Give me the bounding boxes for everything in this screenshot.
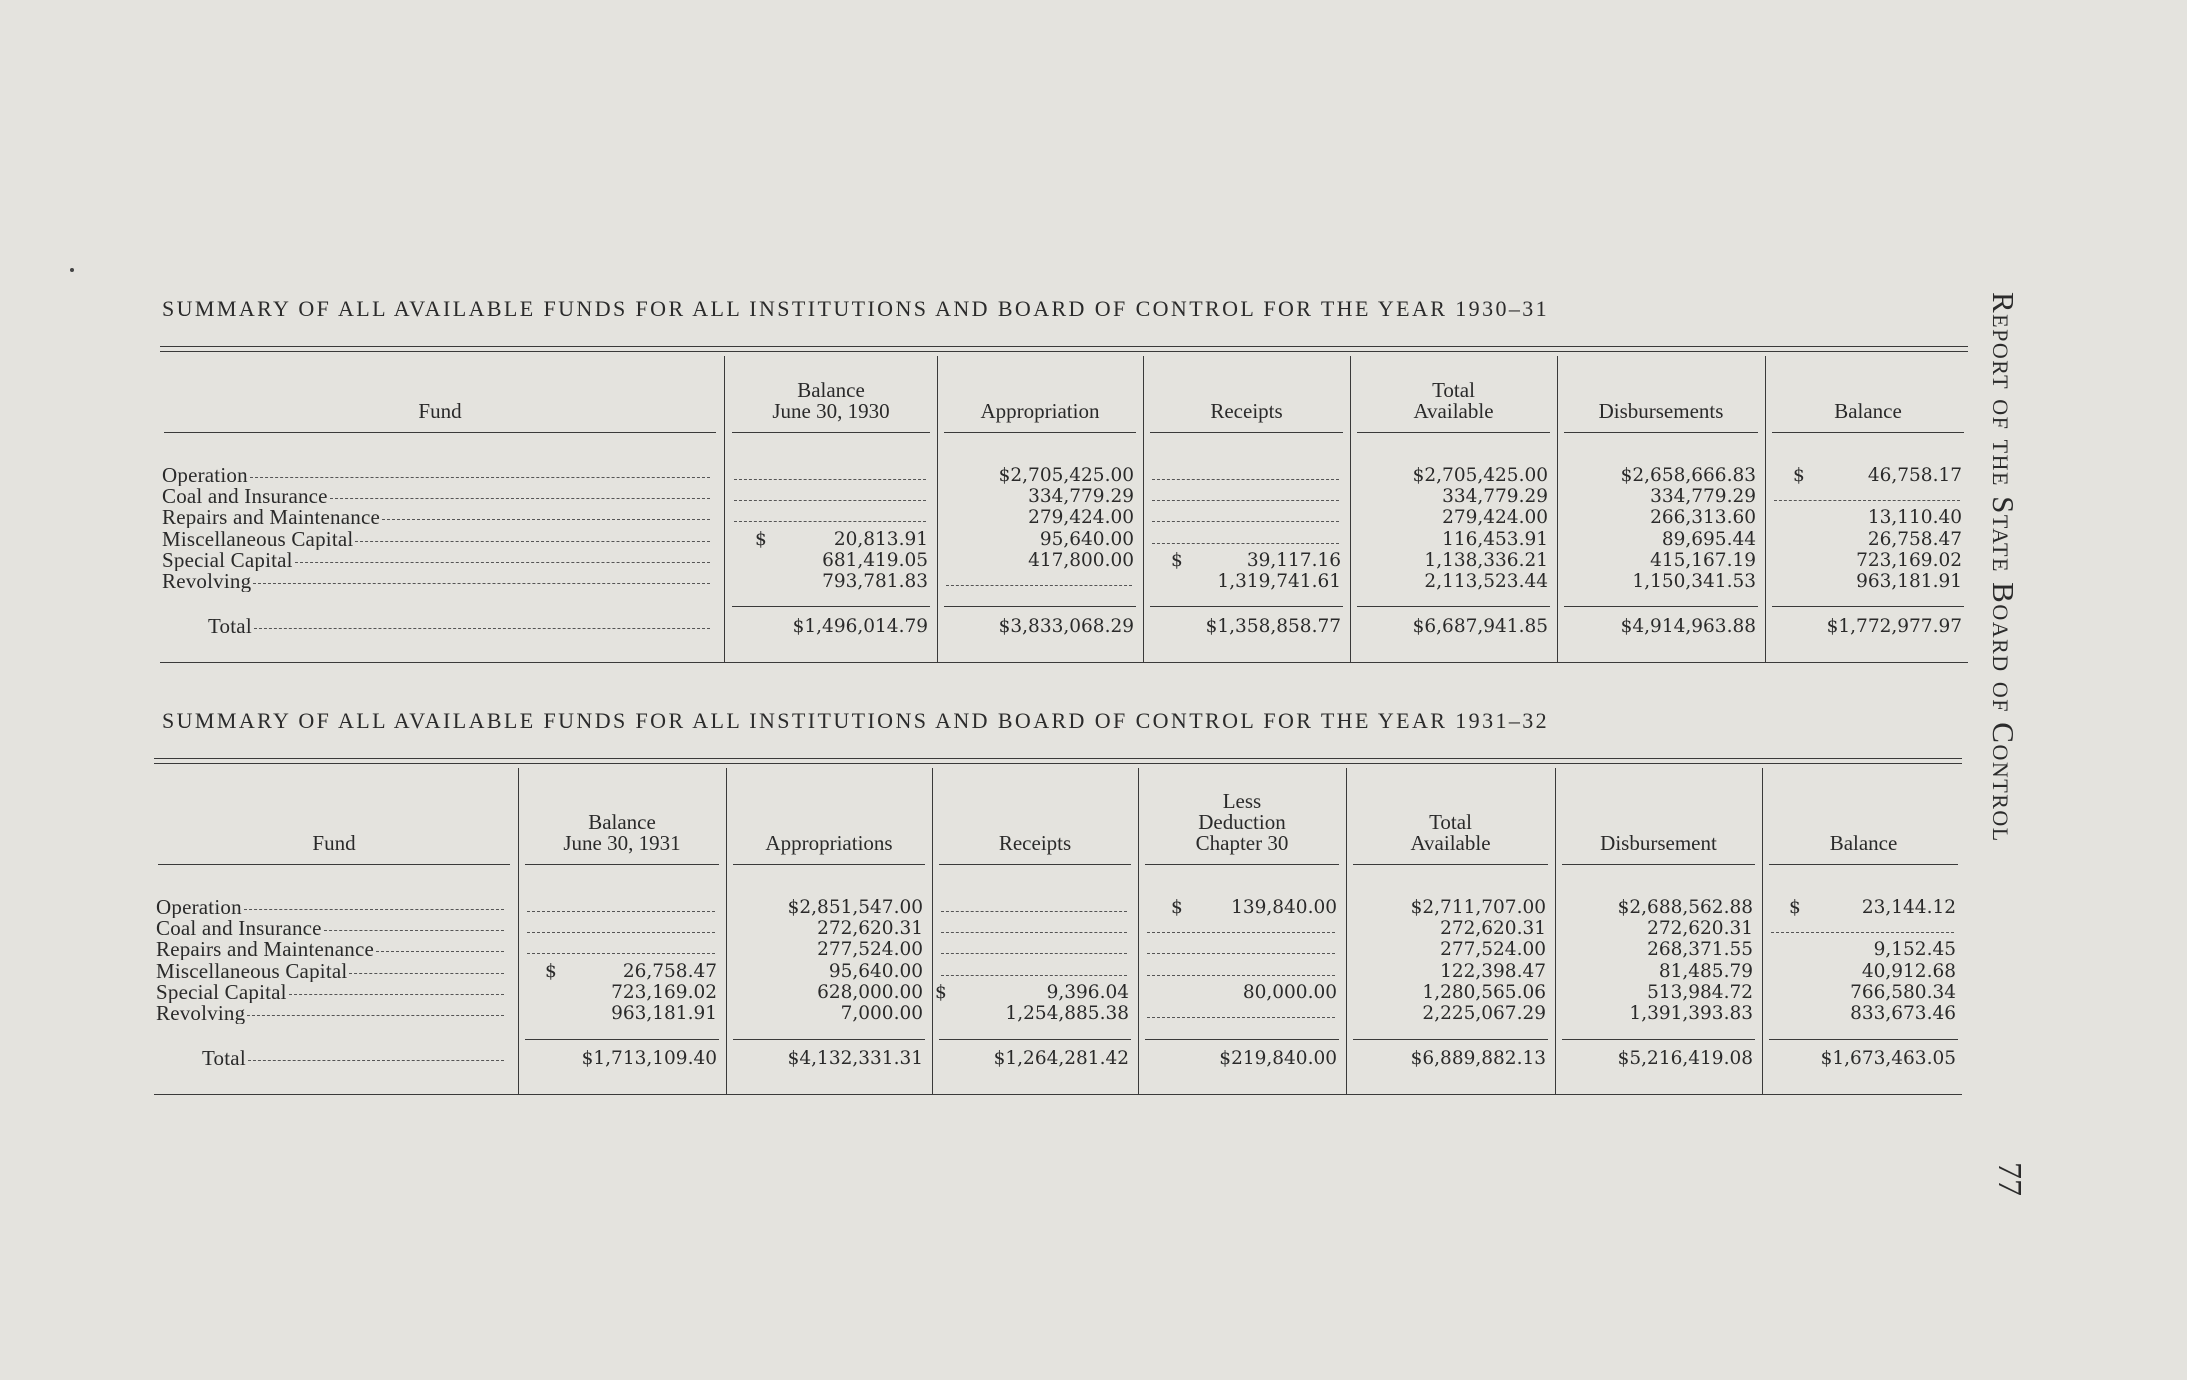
table1-fund-label xyxy=(162,507,710,528)
table2-header-disbursement: Disbursement xyxy=(1600,831,1717,855)
table2-column-divider xyxy=(1138,768,1139,1094)
table1-value-cell: 20,813.91 xyxy=(833,528,928,550)
table2-empty-cell-dash xyxy=(1147,1017,1335,1018)
table1-total-value: $6,687,941.85 xyxy=(1412,616,1548,637)
table2-value-cell: 272,620.31 xyxy=(1440,918,1546,940)
table2-header-appropriations: Appropriations xyxy=(765,831,893,855)
table2-header-underline xyxy=(158,864,510,865)
table2-total-value: $5,216,419.08 xyxy=(1617,1048,1753,1069)
table1-header-appropriation: Appropriation xyxy=(980,399,1100,423)
table2-total-rule xyxy=(1145,1039,1339,1040)
table1-total-value: $1,772,977.97 xyxy=(1826,616,1962,637)
dot-leader xyxy=(382,519,710,520)
table2-total-text: Total xyxy=(202,1048,246,1069)
table2-header-underline xyxy=(1145,864,1339,865)
table1-empty-cell-dash xyxy=(1152,543,1339,544)
table2-value-cell: 277,524.00 xyxy=(1440,939,1546,961)
table2-header-total: Total Available xyxy=(1410,810,1491,855)
table2-header-deduction: Less Deduction Chapter 30 xyxy=(1195,789,1289,855)
table1-dollar-sign: $ xyxy=(1793,465,1805,486)
table1-value-cell: 681,419.05 xyxy=(822,549,928,571)
table2-header-fund: Fund xyxy=(312,831,356,855)
table2-header-underline xyxy=(1562,864,1755,865)
table1-total-rule xyxy=(1772,606,1964,607)
table1-value-cell: 279,424.00 xyxy=(1028,507,1134,529)
table2-empty-cell-dash xyxy=(1147,953,1335,954)
table1-header-underline xyxy=(944,432,1136,433)
table1-column-divider xyxy=(1765,356,1766,662)
table2-top-rule xyxy=(154,758,1962,764)
table2-dollar-sign: $ xyxy=(935,981,947,1003)
table1-empty-cell-dash xyxy=(1774,500,1960,501)
table2-empty-cell-dash xyxy=(941,975,1127,976)
table2-column-divider xyxy=(518,768,519,1094)
table2-dollar-sign: $ xyxy=(1789,897,1801,918)
table2-value-cell: $2,688,562.88 xyxy=(1617,897,1753,918)
table2-value-cell: 277,524.00 xyxy=(817,939,923,961)
table1-total-value: $1,496,014.79 xyxy=(792,616,928,637)
table2-header-balance_end: Balance xyxy=(1829,831,1898,855)
table1-header-balance_start: Balance June 30, 1930 xyxy=(772,378,890,423)
table1-fund-label xyxy=(162,465,710,486)
table2-value-cell: 9,152.45 xyxy=(1873,939,1956,961)
table1-value-cell: 46,758.17 xyxy=(1867,465,1962,486)
table2-dollar-sign: $ xyxy=(1171,897,1183,918)
table2-fund-name: Repairs and Maintenance xyxy=(156,939,375,961)
table2-value-cell: 9,396.04 xyxy=(1046,981,1129,1003)
table2-total-rule xyxy=(1353,1039,1548,1040)
table2-total-value: $6,889,882.13 xyxy=(1410,1048,1546,1069)
table2-empty-cell-dash xyxy=(527,932,715,933)
table1-header-fund: Fund xyxy=(418,399,462,423)
table1-top-rule xyxy=(160,346,1968,352)
table1-fund-label xyxy=(162,550,710,571)
table2-value-cell: 963,181.91 xyxy=(611,1003,717,1024)
table1-column-divider xyxy=(1143,356,1144,662)
table1-total-text: Total xyxy=(208,616,252,637)
table2-fund-label xyxy=(156,897,504,918)
table2-value-cell: 628,000.00 xyxy=(817,981,923,1003)
table1-value-cell: 963,181.91 xyxy=(1856,571,1962,592)
table1-value-cell: 417,800.00 xyxy=(1028,549,1134,571)
table1-value-cell: 334,779.29 xyxy=(1442,486,1548,508)
table2-header-underline xyxy=(733,864,925,865)
table2-total-rule xyxy=(1562,1039,1755,1040)
table1-value-cell: 334,779.29 xyxy=(1650,486,1756,508)
table2-value-cell: 95,640.00 xyxy=(828,960,923,982)
table2-bottom-rule xyxy=(154,1094,1962,1095)
table2-header-receipts: Receipts xyxy=(998,831,1072,855)
table1-header-underline xyxy=(164,432,716,433)
table2-value-cell: 122,398.47 xyxy=(1440,960,1546,982)
table2-value-cell: 2,225,067.29 xyxy=(1422,1003,1546,1024)
table2-column-divider xyxy=(1346,768,1347,1094)
dot-leader xyxy=(349,973,504,974)
table2-value-cell: 766,580.34 xyxy=(1850,981,1956,1003)
table1-column-divider xyxy=(937,356,938,662)
table2-empty-cell-dash xyxy=(527,911,715,912)
table2-empty-cell-dash xyxy=(527,953,715,954)
table1-fund-label xyxy=(162,529,710,550)
table2-value-cell: 26,758.47 xyxy=(622,960,717,982)
dot-leader xyxy=(295,562,710,563)
table1-value-cell: 13,110.40 xyxy=(1867,507,1962,529)
table1-total-rule xyxy=(732,606,930,607)
table2-empty-cell-dash xyxy=(941,953,1127,954)
table1-value-cell: 116,453.91 xyxy=(1442,528,1548,550)
table1-empty-cell-dash xyxy=(1152,521,1339,522)
table2-value-cell: 1,254,885.38 xyxy=(1005,1003,1129,1024)
table2-total-value: $1,264,281.42 xyxy=(993,1048,1129,1069)
table2-header-balance_start: Balance June 30, 1931 xyxy=(563,810,681,855)
table1-value-cell: 26,758.47 xyxy=(1867,528,1962,550)
dot-leader xyxy=(376,951,504,952)
table1-header-underline xyxy=(1150,432,1343,433)
table1-value-cell: 1,150,341.53 xyxy=(1632,571,1756,592)
dot-leader xyxy=(247,1015,504,1016)
table2-dollar-sign: $ xyxy=(545,960,557,982)
table2-header-underline xyxy=(1353,864,1548,865)
table1-bottom-rule xyxy=(160,662,1968,663)
table2-value-cell: 81,485.79 xyxy=(1658,960,1753,982)
table2-fund-label xyxy=(156,918,504,939)
table1-header-balance_end: Balance xyxy=(1834,399,1902,423)
table1-total-rule xyxy=(944,606,1136,607)
table2-total-value: $219,840.00 xyxy=(1219,1048,1337,1069)
table2-header-underline xyxy=(939,864,1131,865)
table2-total-label xyxy=(202,1048,504,1069)
table1-value-cell: $2,705,425.00 xyxy=(998,465,1134,486)
table2-value-cell: $2,711,707.00 xyxy=(1410,897,1546,918)
dot-leader xyxy=(330,498,710,499)
table2-column-divider xyxy=(1555,768,1556,1094)
table2-fund-name: Miscellaneous Capital xyxy=(156,960,348,982)
table1-value-cell: $2,705,425.00 xyxy=(1412,465,1548,486)
table1-value-cell: $2,658,666.83 xyxy=(1620,465,1756,486)
table1-total-value: $3,833,068.29 xyxy=(998,616,1134,637)
table1-total-rule xyxy=(1150,606,1343,607)
table1-header-underline xyxy=(732,432,930,433)
table2-column-divider xyxy=(726,768,727,1094)
table2-value-cell: 268,371.55 xyxy=(1647,939,1753,961)
table2-column-divider xyxy=(932,768,933,1094)
table2-value-cell: 272,620.31 xyxy=(817,918,923,940)
table1-empty-cell-dash xyxy=(734,521,926,522)
table1-value-cell: 334,779.29 xyxy=(1028,486,1134,508)
table2-value-cell: 513,984.72 xyxy=(1647,981,1753,1003)
table1-empty-cell-dash xyxy=(734,479,926,480)
table2-value-cell: 40,912.68 xyxy=(1861,960,1956,982)
dot-leader xyxy=(324,930,504,931)
table2-empty-cell-dash xyxy=(1771,932,1954,933)
table1-dollar-sign: $ xyxy=(755,528,767,550)
table1-value-cell: 89,695.44 xyxy=(1661,528,1756,550)
table2-value-cell: 272,620.31 xyxy=(1647,918,1753,940)
table1-value-cell: 415,167.19 xyxy=(1650,549,1756,571)
table2-fund-name: Revolving xyxy=(156,1003,246,1024)
table1-fund-name: Special Capital xyxy=(162,549,293,571)
table2-header-underline xyxy=(1769,864,1958,865)
table2-value-cell: 23,144.12 xyxy=(1861,897,1956,918)
table1-value-cell: 1,319,741.61 xyxy=(1217,571,1341,592)
table2-total-value: $1,673,463.05 xyxy=(1820,1048,1956,1069)
table1-value-cell: 95,640.00 xyxy=(1039,528,1134,550)
table1-value-cell: 793,781.83 xyxy=(822,571,928,592)
table2-total-rule xyxy=(939,1039,1131,1040)
table1-fund-name: Coal and Insurance xyxy=(162,486,328,508)
dot-leader xyxy=(355,541,710,542)
table1-total-value: $4,914,963.88 xyxy=(1620,616,1756,637)
table2-value-cell: $2,851,547.00 xyxy=(787,897,923,918)
table2-fund-label xyxy=(156,982,504,1003)
table2-fund-label xyxy=(156,939,504,960)
table2-empty-cell-dash xyxy=(1147,975,1335,976)
table1-fund-name: Repairs and Maintenance xyxy=(162,507,381,529)
ink-speck xyxy=(70,268,74,272)
table1-total-rule xyxy=(1564,606,1758,607)
table1-dollar-sign: $ xyxy=(1171,549,1183,571)
dot-leader xyxy=(248,1060,504,1061)
table1-fund-name: Operation xyxy=(162,465,248,486)
table2-value-cell: 1,391,393.83 xyxy=(1629,1003,1753,1024)
table1-value-cell: 723,169.02 xyxy=(1856,549,1962,571)
dot-leader xyxy=(253,583,710,584)
table2-header-underline xyxy=(525,864,719,865)
running-head-text: Report of the State Board of Control xyxy=(1986,292,2021,843)
running-head xyxy=(1985,292,2021,843)
table1-value-cell: 1,138,336.21 xyxy=(1424,549,1548,571)
table1-header-total: Total Available xyxy=(1413,378,1494,423)
table1-value-cell: 2,113,523.44 xyxy=(1424,571,1548,592)
table2-fund-name: Coal and Insurance xyxy=(156,918,322,940)
table1-empty-cell-dash xyxy=(1152,500,1339,501)
table2-total-rule xyxy=(1769,1039,1958,1040)
table1-column-divider xyxy=(1557,356,1558,662)
table1-value-cell: 279,424.00 xyxy=(1442,507,1548,529)
table1-fund-label xyxy=(162,571,710,592)
table2-value-cell: 723,169.02 xyxy=(611,981,717,1003)
table1-column-divider xyxy=(724,356,725,662)
dot-leader xyxy=(250,477,710,478)
table1-total-value: $1,358,858.77 xyxy=(1205,616,1341,637)
table2-value-cell: 139,840.00 xyxy=(1231,897,1337,918)
table1-fund-name: Miscellaneous Capital xyxy=(162,528,354,550)
page-number: 77 xyxy=(1991,1162,2028,1196)
table1-value-cell: 266,313.60 xyxy=(1650,507,1756,529)
table1-caption: SUMMARY OF ALL AVAILABLE FUNDS FOR ALL INSTITUTIONS AND BOARD OF CONTROL FOR THE YEAR 1930–31 xyxy=(162,296,1550,321)
table2-caption: SUMMARY OF ALL AVAILABLE FUNDS FOR ALL INSTITUTIONS AND BOARD OF CONTROL FOR THE YEAR 1931–32 xyxy=(162,708,1550,733)
table1-empty-cell-dash xyxy=(946,585,1132,586)
table1-header-underline xyxy=(1564,432,1758,433)
table1-fund-label xyxy=(162,486,710,507)
table2-fund-name: Special Capital xyxy=(156,981,287,1003)
table1-header-disbursements: Disbursements xyxy=(1598,399,1724,423)
table2-empty-cell-dash xyxy=(1147,932,1335,933)
table2-fund-label xyxy=(156,961,504,982)
table1-total-rule xyxy=(1357,606,1550,607)
table2-empty-cell-dash xyxy=(941,932,1127,933)
table2-column-divider xyxy=(1762,768,1763,1094)
table1-header-underline xyxy=(1357,432,1550,433)
table1-header-receipts: Receipts xyxy=(1210,399,1283,423)
table2-fund-name: Operation xyxy=(156,897,242,918)
table1-value-cell: 39,117.16 xyxy=(1246,549,1341,571)
table1-header-underline xyxy=(1772,432,1964,433)
table2-total-value: $4,132,331.31 xyxy=(787,1048,923,1069)
table1-empty-cell-dash xyxy=(1152,479,1339,480)
dot-leader xyxy=(244,909,504,910)
table2-value-cell: 7,000.00 xyxy=(840,1003,923,1024)
dot-leader xyxy=(289,994,504,995)
table2-value-cell: 833,673.46 xyxy=(1850,1003,1956,1024)
table1-fund-name: Revolving xyxy=(162,571,252,592)
table1-empty-cell-dash xyxy=(734,500,926,501)
table1-total-label xyxy=(208,616,710,637)
table2-total-rule xyxy=(733,1039,925,1040)
table2-value-cell: 1,280,565.06 xyxy=(1422,981,1546,1003)
dot-leader xyxy=(254,628,710,629)
table2-total-value: $1,713,109.40 xyxy=(581,1048,717,1069)
table2-total-rule xyxy=(525,1039,719,1040)
table2-fund-label xyxy=(156,1003,504,1024)
table2-empty-cell-dash xyxy=(941,911,1127,912)
table2-value-cell: 80,000.00 xyxy=(1242,981,1337,1003)
table1-column-divider xyxy=(1350,356,1351,662)
